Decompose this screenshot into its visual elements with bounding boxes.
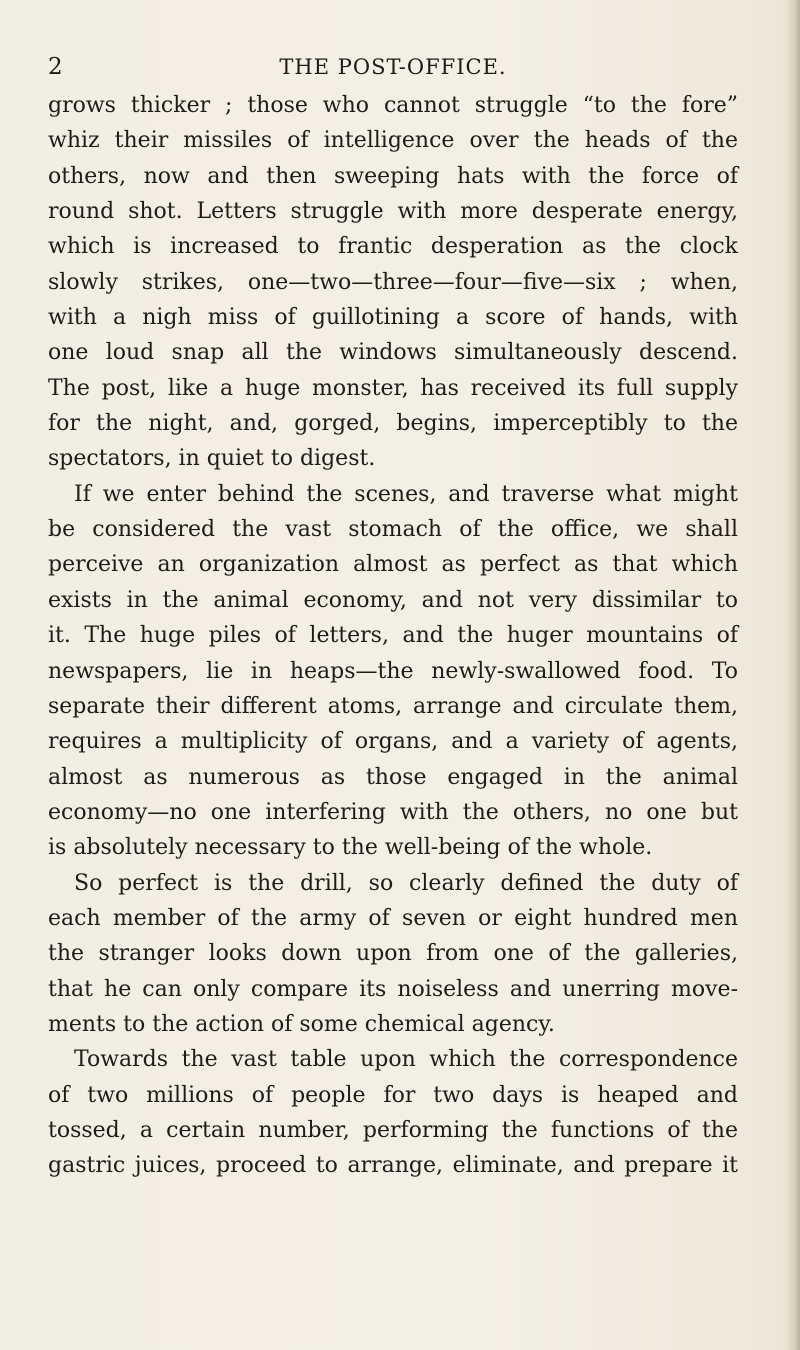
text-line: of two millions of people for two days is heaped and: [48, 1082, 738, 1108]
page-header: [48, 52, 738, 86]
text-line: Towards the vast table upon which the correspondence: [74, 1047, 738, 1073]
text-line: grows thicker ; those who cannot struggle “to the fore”: [48, 93, 738, 118]
text-line: The post, like a huge monster, has received its full supply: [48, 375, 738, 401]
text-line: others, now and then sweeping hats with the force of: [48, 163, 738, 189]
text-line: perceive an organization almost as perfect as that which: [48, 552, 738, 578]
text-line: slowly strikes, one—two—three—four—five—six ; when,: [48, 269, 738, 295]
text-line: for the night, and, gorged, begins, imperceptibly to the: [48, 411, 738, 437]
text-line: that he can only compare its noiseless and unerring move-: [48, 976, 738, 1002]
text-line: newspapers, lie in heaps—the newly-swallowed food. To: [48, 658, 738, 684]
text-line: almost as numerous as those engaged in the animal: [48, 764, 738, 790]
text-line: gastric juices, proceed to arrange, eliminate, and prepare it: [48, 1153, 738, 1179]
text-line: exists in the animal economy, and not very dissimilar to: [48, 587, 738, 613]
text-line: spectators, in quiet to digest.: [48, 446, 376, 472]
page-number: 2: [48, 54, 63, 80]
running-head: THE POST-OFFICE.: [279, 55, 507, 79]
text-line: If we enter behind the scenes, and traverse what might: [74, 481, 738, 507]
text-line: separate their different atoms, arrange and circulate them,: [48, 693, 738, 719]
text-line: round shot. Letters struggle with more desperate energy,: [48, 199, 738, 225]
page-edge-shadow: [786, 0, 800, 1350]
text-line: be considered the vast stomach of the office, we shall: [48, 517, 738, 543]
text-line: tossed, a certain number, performing the functions of the: [48, 1117, 738, 1143]
text-line: So perfect is the drill, so clearly defined the duty of: [74, 870, 738, 896]
text-line: one loud snap all the windows simultaneously descend.: [48, 340, 738, 366]
body-text: [48, 88, 738, 1184]
text-line: which is increased to frantic desperation as the clock: [48, 234, 738, 260]
text-line: economy—no one interfering with the others, no one but: [48, 799, 738, 825]
text-line: whiz their missiles of intelligence over the heads of the: [48, 128, 738, 154]
text-line: it. The huge piles of letters, and the huger mountains of: [48, 623, 738, 649]
text-line: requires a multiplicity of organs, and a variety of agents,: [48, 729, 738, 755]
text-line: each member of the army of seven or eight hundred men: [48, 905, 738, 931]
text-line: the stranger looks down upon from one of the galleries,: [48, 941, 738, 967]
text-line: ments to the action of some chemical agency.: [48, 1011, 555, 1037]
text-line: is absolutely necessary to the well-being of the whole.: [48, 835, 653, 861]
text-line: with a nigh miss of guillotining a score of hands, with: [48, 305, 738, 331]
